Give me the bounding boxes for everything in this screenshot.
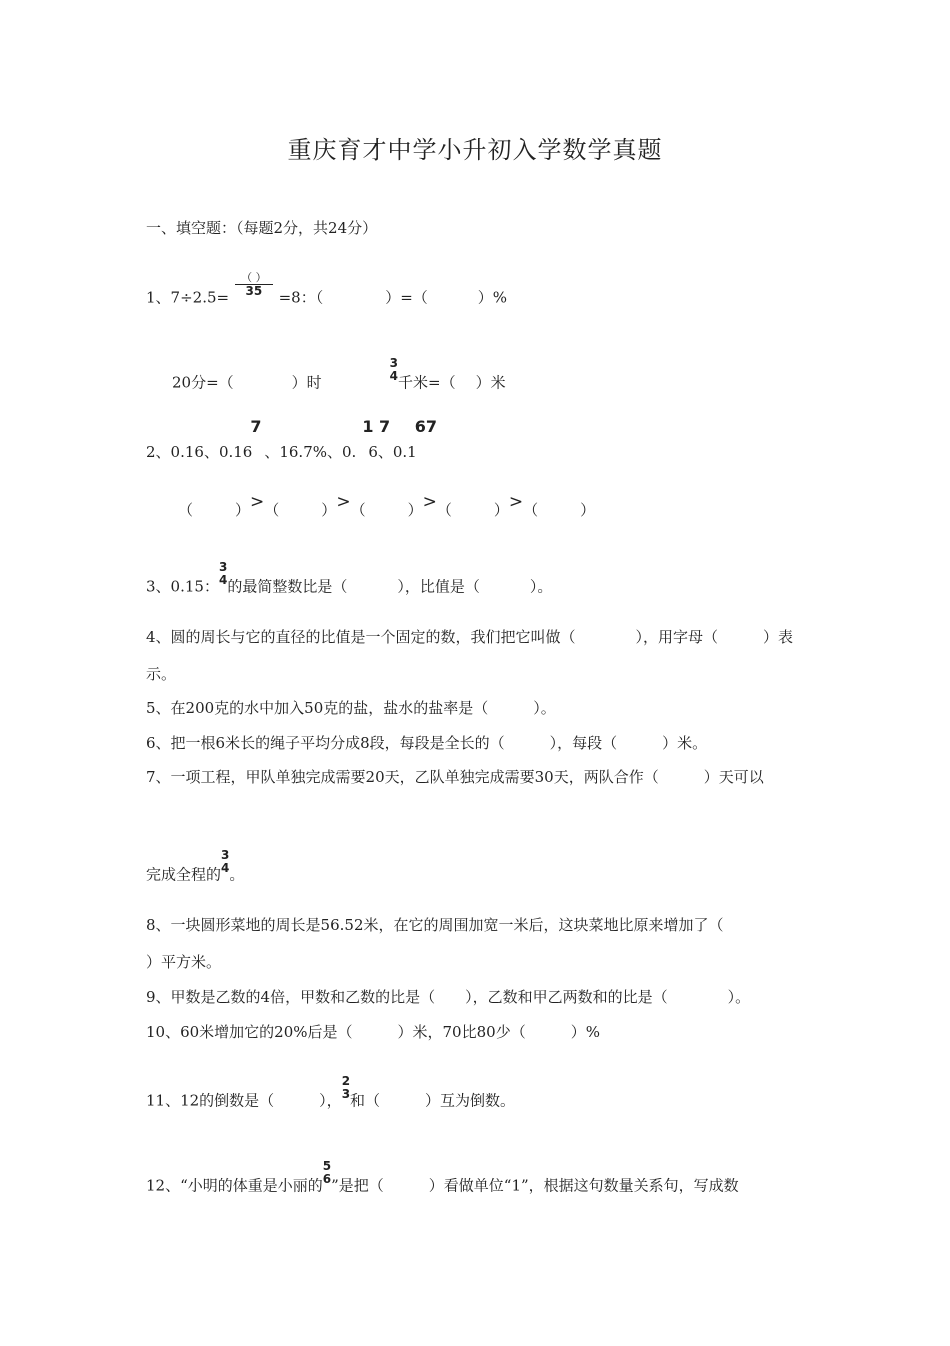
q2-repeating-digit-1: 7 (250, 417, 262, 436)
question-2-ordering (178, 492, 596, 519)
q2-text-a: 2、0.16、0.16 (146, 443, 253, 461)
question-5: 5、在200克的水中加入50克的盐，盐水的盐率是（ ）。 (146, 699, 556, 717)
q1-text-d: ）% (477, 288, 508, 307)
question-7-line-1: 7、一项工程，甲队单独完成需要20天，乙队单独完成需要30天，两队合作（ ）天可以 (146, 768, 764, 786)
q1-frac-den: 35 (245, 283, 263, 298)
q7-fraction (221, 849, 229, 874)
page-title: 重庆育才中学小升初入学数学真题 (287, 136, 663, 164)
q1-fraction (235, 272, 273, 297)
q12-frac-num: 5 (322, 1159, 332, 1173)
question-4-line-2: 示。 (146, 665, 177, 683)
q1-text-b: =8：（ (278, 288, 324, 307)
question-12 (146, 1159, 739, 1199)
q1b-fraction (390, 357, 398, 382)
q3-fraction (219, 561, 227, 586)
greater-than-sign: > (508, 492, 524, 512)
q3-text-d: ）。 (529, 577, 553, 596)
q2b-paren-7: （ (436, 501, 452, 519)
q2b-paren-2: ） (235, 501, 251, 519)
q3-text-a: 3、0.15： (146, 577, 219, 596)
question-8-line-2: ）平方米。 (146, 953, 222, 971)
q2-text-b: 、16.7%、0. (264, 443, 357, 461)
q11-frac-den: 3 (341, 1086, 351, 1101)
q2b-paren-10: ） (580, 501, 596, 519)
question-8-line-1: 8、一块圆形菜地的周长是56.52米，在它的周围加宽一米后，这块菜地比原来增加了（ (146, 916, 724, 934)
q2b-paren-1: （ (178, 501, 194, 519)
q3-text-b: 的最简整数比是（ (227, 577, 348, 596)
q1-frac-num: （ ） (235, 272, 273, 285)
q7-text-b: 。 (229, 865, 245, 884)
q7-frac-num: 3 (221, 848, 230, 862)
greater-than-sign: > (422, 492, 437, 512)
q12-fraction (323, 1160, 331, 1185)
q1b-text-a: 20分=（ (172, 373, 234, 392)
q2-repeating-digit-2: 1 7 (362, 417, 391, 436)
question-6: 6、把一根6米长的绳子平均分成8段，每段是全长的（ ），每段（ ）米。 (146, 734, 708, 752)
q2b-paren-3: （ (264, 501, 280, 519)
q1b-frac-den: 4 (389, 368, 399, 383)
question-1 (146, 271, 508, 311)
q2-text-d: 、0.1 (377, 443, 417, 461)
q11-fraction (342, 1075, 350, 1100)
q2b-paren-6: ） (407, 501, 423, 519)
q2b-paren-5: （ (350, 501, 366, 519)
q3-frac-den: 4 (218, 572, 228, 587)
q7-text-a: 完成全程的 (146, 865, 222, 884)
q7-frac-den: 4 (221, 860, 230, 875)
q2-repeating-digit-3: 67 (414, 417, 437, 436)
q11-text-a: 11、12的倒数是（ ）， (146, 1091, 342, 1110)
q1b-frac-num: 3 (389, 356, 399, 370)
q2b-paren-8: ） (493, 501, 509, 519)
q12-text-a: 12、“小明的体重是小丽的 (146, 1176, 323, 1195)
question-9: 9、甲数是乙数的4倍，甲数和乙数的比是（ ），乙数和甲乙两数和的比是（ ）。 (146, 988, 751, 1006)
question-10: 10、60米增加它的20%后是（ ）米，70比80少（ ）% (146, 1023, 600, 1041)
question-11 (146, 1074, 516, 1114)
q1b-text-c: 千米=（ (398, 373, 456, 392)
q2b-paren-9: （ (523, 501, 539, 519)
q3-frac-num: 3 (218, 560, 228, 574)
question-7-line-2 (146, 848, 245, 888)
q2b-paren-4: ） (321, 501, 337, 519)
q12-text-b: ”是把（ ）看做单位“1”，根据这句数量关系句，写成数 (331, 1176, 739, 1195)
q1b-text-b: ）时 (291, 373, 322, 392)
q12-frac-den: 6 (322, 1171, 332, 1186)
question-2 (146, 417, 437, 461)
q3-text-c: ），比值是（ (397, 577, 480, 596)
q1-text-a: 1、7÷2.5= (146, 288, 230, 307)
q1b-text-d: ）米 (475, 373, 506, 392)
greater-than-sign: > (250, 492, 265, 512)
section-heading: 一、填空题：（每题2分，共24分） (146, 219, 378, 237)
q1-text-c: ）=（ (385, 288, 428, 307)
question-3 (146, 560, 553, 600)
q11-text-b: 和（ ）互为倒数。 (350, 1091, 516, 1110)
q2-text-c: 6 (368, 443, 378, 461)
greater-than-sign: > (336, 492, 351, 512)
question-1-line-2 (172, 356, 506, 396)
q11-frac-num: 2 (341, 1074, 351, 1088)
question-4-line-1: 4、圆的周长与它的直径的比值是一个固定的数，我们把它叫做（ ），用字母（ ）表 (146, 628, 794, 646)
